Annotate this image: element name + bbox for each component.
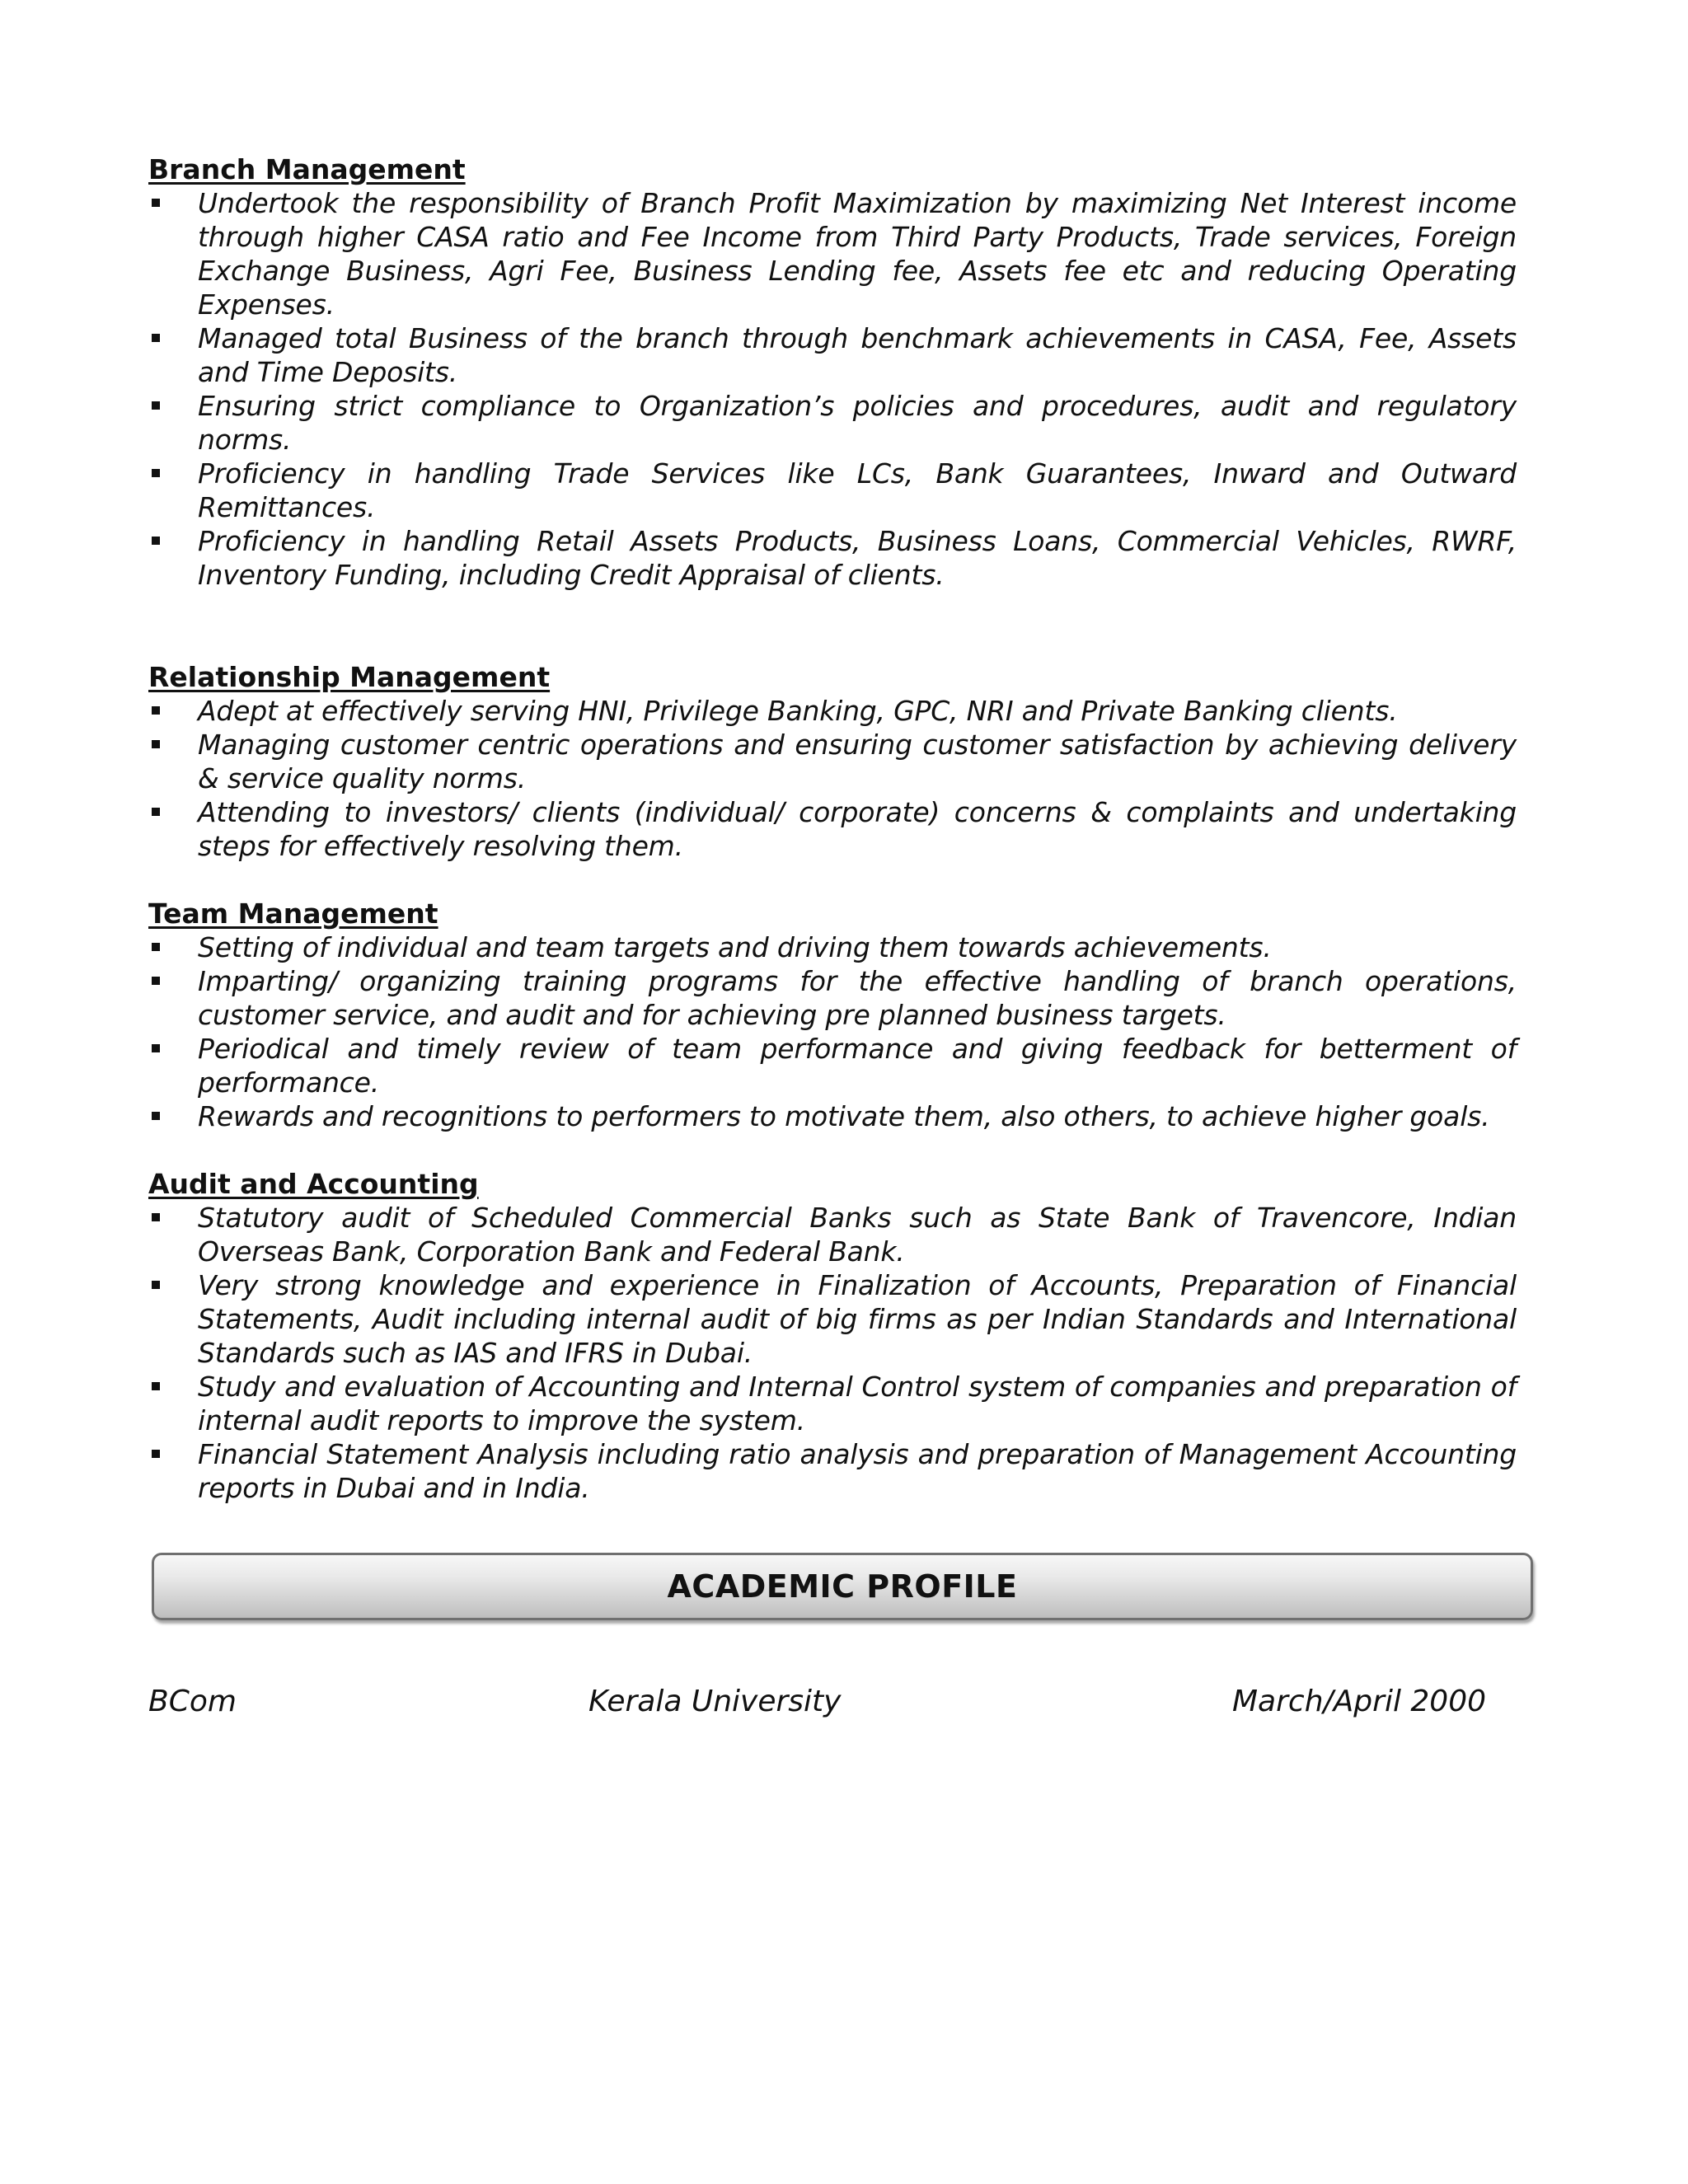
square-bullet-icon (152, 977, 160, 985)
list-item: Study and evaluation of Accounting and Internal Control system of companies and preparation of internal audit reports to improve the system. (148, 1370, 1517, 1437)
square-bullet-icon (152, 1281, 160, 1289)
spacer (148, 1133, 1517, 1167)
square-bullet-icon (152, 1213, 160, 1221)
bullet-list (148, 186, 1517, 592)
list-item: Very strong knowledge and experience in Finalization of Accounts, Preparation of Financial Statements, Audit including internal audit of big firms as per Indian Standards and International Standards such as IAS and IFRS in Dubai. (148, 1268, 1517, 1370)
square-bullet-icon (152, 1450, 160, 1458)
square-bullet-icon (152, 706, 160, 715)
resume-page (148, 152, 1517, 1505)
square-bullet-icon (152, 808, 160, 816)
spacer (148, 592, 1517, 660)
square-bullet-icon (152, 1044, 160, 1052)
list-item: Rewards and recognitions to performers to motivate them, also others, to achieve higher goals. (148, 1099, 1517, 1133)
list-item: Financial Statement Analysis including ratio analysis and preparation of Management Accounting reports in Dubai and in India. (148, 1437, 1517, 1505)
bullet-list (148, 1201, 1517, 1505)
section-heading: Team Management (148, 898, 438, 930)
list-item: Setting of individual and team targets and driving them towards achievements. (148, 930, 1517, 964)
square-bullet-icon (152, 334, 160, 342)
list-item: Periodical and timely review of team performance and giving feedback for betterment of performance. (148, 1032, 1517, 1099)
list-item: Ensuring strict compliance to Organization’s policies and procedures, audit and regulatory norms. (148, 389, 1517, 457)
square-bullet-icon (152, 199, 160, 207)
list-item: Managed total Business of the branch through benchmark achievements in CASA, Fee, Assets and Time Deposits. (148, 321, 1517, 389)
university: Kerala University (588, 1685, 842, 1718)
list-item: Proficiency in handling Retail Assets Products, Business Loans, Commercial Vehicles, RWRF, Inventory Funding, including Credit Appraisal of clients. (148, 524, 1517, 592)
list-item: Statutory audit of Scheduled Commercial Banks such as State Bank of Travencore, Indian Overseas Bank, Corporation Bank and Federal Bank. (148, 1201, 1517, 1268)
spacer (148, 863, 1517, 897)
list-item: Proficiency in handling Trade Services like LCs, Bank Guarantees, Inward and Outward Remittances. (148, 457, 1517, 524)
degree: BCom (148, 1685, 237, 1718)
section-team-management (148, 897, 1517, 1133)
list-item: Imparting/ organizing training programs for the effective handling of branch operations, customer service, and audit and for achieving pre planned business targets. (148, 964, 1517, 1032)
section-relationship-management (148, 660, 1517, 863)
list-item: Managing customer centric operations and ensuring customer satisfaction by achieving delivery & service quality norms. (148, 728, 1517, 795)
list-item: Attending to investors/ clients (individual/ corporate) concerns & complaints and undertaking steps for effectively resolving them. (148, 795, 1517, 863)
square-bullet-icon (152, 1112, 160, 1120)
academic-entry (148, 1685, 1550, 1722)
bullet-list (148, 694, 1517, 863)
square-bullet-icon (152, 740, 160, 748)
section-heading: Relationship Management (148, 661, 551, 693)
section-heading: Audit and Accounting (148, 1168, 479, 1200)
square-bullet-icon (152, 469, 160, 477)
list-item: Adept at effectively serving HNI, Privilege Banking, GPC, NRI and Private Banking clients. (148, 694, 1517, 728)
square-bullet-icon (152, 1382, 160, 1390)
graduation-date: March/April 2000 (1232, 1685, 1487, 1718)
square-bullet-icon (152, 401, 160, 410)
academic-profile-title: ACADEMIC PROFILE (667, 1568, 1018, 1605)
section-branch-management (148, 152, 1517, 592)
section-heading: Branch Management (148, 153, 466, 185)
academic-profile-banner (152, 1553, 1533, 1620)
list-item: Undertook the responsibility of Branch Profit Maximization by maximizing Net Interest income through higher CASA ratio and Fee Income from Third Party Products, Trade services, Foreign Exchange Business, Agri Fee, Business Lending fee, Assets fee etc and reducing Operating Expenses. (148, 186, 1517, 321)
square-bullet-icon (152, 943, 160, 951)
section-audit-and-accounting (148, 1167, 1517, 1505)
square-bullet-icon (152, 537, 160, 545)
bullet-list (148, 930, 1517, 1133)
